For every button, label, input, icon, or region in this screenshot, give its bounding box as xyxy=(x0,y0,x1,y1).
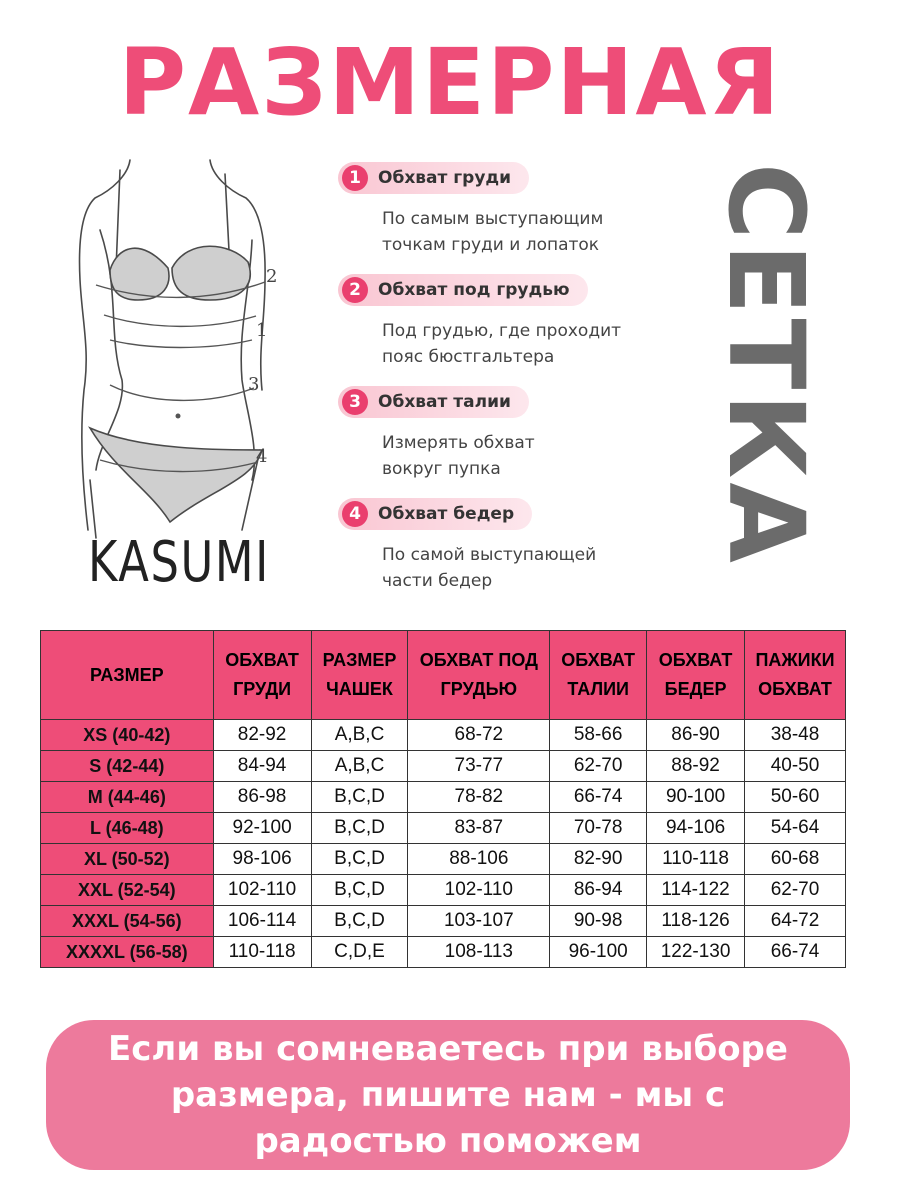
help-banner xyxy=(46,1020,850,1170)
table-cell: A,B,C xyxy=(311,720,408,751)
table-cell: 110-118 xyxy=(647,844,745,875)
header-waist: ОБХВАТ ТАЛИИ xyxy=(550,631,647,720)
table-cell: 68-72 xyxy=(408,720,550,751)
cell-size: XS (40-42) xyxy=(41,720,214,751)
banner-line: радостью поможем xyxy=(254,1121,642,1161)
step-description xyxy=(382,206,708,258)
table-cell: B,C,D xyxy=(311,782,408,813)
table-cell: A,B,C xyxy=(311,751,408,782)
size-table xyxy=(40,630,846,968)
step-desc-line: вокруг пупка xyxy=(382,459,501,479)
table-cell: B,C,D xyxy=(311,844,408,875)
step-number: 2 xyxy=(342,277,368,303)
page-title: РАЗМЕРНАЯ xyxy=(118,29,782,136)
cell-size: XXL (52-54) xyxy=(41,875,214,906)
step-underbust xyxy=(338,274,708,386)
cell-size: XXXL (54-56) xyxy=(41,906,214,937)
table-cell: 88-92 xyxy=(647,751,745,782)
figure-mark-3: 3 xyxy=(248,374,260,395)
step-desc-line: пояс бюстгальтера xyxy=(382,347,555,367)
step-desc-line: Измерять обхват xyxy=(382,433,535,453)
step-hips xyxy=(338,498,708,610)
table-cell: 82-90 xyxy=(550,844,647,875)
side-title-graphic xyxy=(705,150,827,580)
table-cell: B,C,D xyxy=(311,906,408,937)
step-chest xyxy=(338,162,708,274)
table-cell: 102-110 xyxy=(408,875,550,906)
table-cell: 118-126 xyxy=(647,906,745,937)
step-label: Обхват груди xyxy=(378,168,512,188)
step-desc-line: По самой выступающей xyxy=(382,545,597,565)
table-row xyxy=(41,751,846,782)
header-size: РАЗМЕР xyxy=(41,631,214,720)
table-cell: 86-94 xyxy=(550,875,647,906)
table-row xyxy=(41,844,846,875)
step-description xyxy=(382,430,708,482)
table-cell: 60-68 xyxy=(745,844,846,875)
table-cell: 86-90 xyxy=(647,720,745,751)
figure-mark-4: 4 xyxy=(256,446,268,467)
table-cell: 70-78 xyxy=(550,813,647,844)
cell-size: XL (50-52) xyxy=(41,844,214,875)
measurement-steps xyxy=(338,162,708,610)
table-row xyxy=(41,937,846,968)
table-cell: 90-100 xyxy=(647,782,745,813)
step-pill xyxy=(338,162,529,194)
table-cell: 73-77 xyxy=(408,751,550,782)
banner-line: размера, пишите нам - мы с xyxy=(170,1075,726,1115)
step-description xyxy=(382,542,708,594)
step-label: Обхват талии xyxy=(378,392,511,412)
table-row xyxy=(41,906,846,937)
table-row xyxy=(41,875,846,906)
table-cell: 84-94 xyxy=(213,751,311,782)
step-desc-line: По самым выступающим xyxy=(382,209,604,229)
table-cell: B,C,D xyxy=(311,875,408,906)
header-underbust: ОБХВАТ ПОД ГРУДЬЮ xyxy=(408,631,550,720)
step-number: 3 xyxy=(342,389,368,415)
side-title xyxy=(705,150,827,580)
step-number: 4 xyxy=(342,501,368,527)
brand-logo: KASUMI xyxy=(88,530,270,595)
table-cell: 54-64 xyxy=(745,813,846,844)
cell-size: XXXXL (56-58) xyxy=(41,937,214,968)
table-cell: 108-113 xyxy=(408,937,550,968)
header-hips: ОБХВАТ БЕДЕР xyxy=(647,631,745,720)
table-cell: B,C,D xyxy=(311,813,408,844)
step-desc-line: точкам груди и лопаток xyxy=(382,235,600,255)
header-cup: РАЗМЕР ЧАШЕК xyxy=(311,631,408,720)
table-cell: 64-72 xyxy=(745,906,846,937)
table-cell: 114-122 xyxy=(647,875,745,906)
side-title-text: СЕТКА xyxy=(705,163,827,567)
step-number: 1 xyxy=(342,165,368,191)
figure-mark-1: 1 xyxy=(256,320,268,341)
table-row xyxy=(41,813,846,844)
body-figure-icon xyxy=(60,150,300,550)
figure-mark-2: 2 xyxy=(266,266,278,287)
table-cell: 106-114 xyxy=(213,906,311,937)
table-header-row xyxy=(41,631,846,720)
cell-size: L (46-48) xyxy=(41,813,214,844)
banner-text xyxy=(68,1026,828,1164)
header-panties: ПАЖИКИ ОБХВАТ xyxy=(745,631,846,720)
cell-size: S (42-44) xyxy=(41,751,214,782)
table-cell: 103-107 xyxy=(408,906,550,937)
step-desc-line: части бедер xyxy=(382,571,493,591)
table-cell: 102-110 xyxy=(213,875,311,906)
step-description xyxy=(382,318,708,370)
table-cell: 88-106 xyxy=(408,844,550,875)
table-row xyxy=(41,782,846,813)
cell-size: M (44-46) xyxy=(41,782,214,813)
table-cell: 122-130 xyxy=(647,937,745,968)
step-pill xyxy=(338,498,532,530)
table-row xyxy=(41,720,846,751)
table-cell: 66-74 xyxy=(745,937,846,968)
step-pill xyxy=(338,274,588,306)
table-cell: 98-106 xyxy=(213,844,311,875)
banner-line: Если вы сомневаетесь при выборе xyxy=(108,1029,788,1069)
table-cell: 82-92 xyxy=(213,720,311,751)
table-cell: 90-98 xyxy=(550,906,647,937)
table-cell: 96-100 xyxy=(550,937,647,968)
table-cell: 62-70 xyxy=(745,875,846,906)
table-cell: 62-70 xyxy=(550,751,647,782)
step-pill xyxy=(338,386,529,418)
table-cell: 94-106 xyxy=(647,813,745,844)
step-label: Обхват бедер xyxy=(378,504,515,524)
table-cell: 40-50 xyxy=(745,751,846,782)
step-desc-line: Под грудью, где проходит xyxy=(382,321,622,341)
table-cell: C,D,E xyxy=(311,937,408,968)
header-bust: ОБХВАТ ГРУДИ xyxy=(213,631,311,720)
table-cell: 110-118 xyxy=(213,937,311,968)
step-label: Обхват под грудью xyxy=(378,280,570,300)
table-cell: 92-100 xyxy=(213,813,311,844)
table-cell: 66-74 xyxy=(550,782,647,813)
body-illustration xyxy=(60,150,300,550)
table-cell: 38-48 xyxy=(745,720,846,751)
table-cell: 86-98 xyxy=(213,782,311,813)
table-cell: 78-82 xyxy=(408,782,550,813)
table-cell: 58-66 xyxy=(550,720,647,751)
table-cell: 50-60 xyxy=(745,782,846,813)
step-waist xyxy=(338,386,708,498)
table-cell: 83-87 xyxy=(408,813,550,844)
